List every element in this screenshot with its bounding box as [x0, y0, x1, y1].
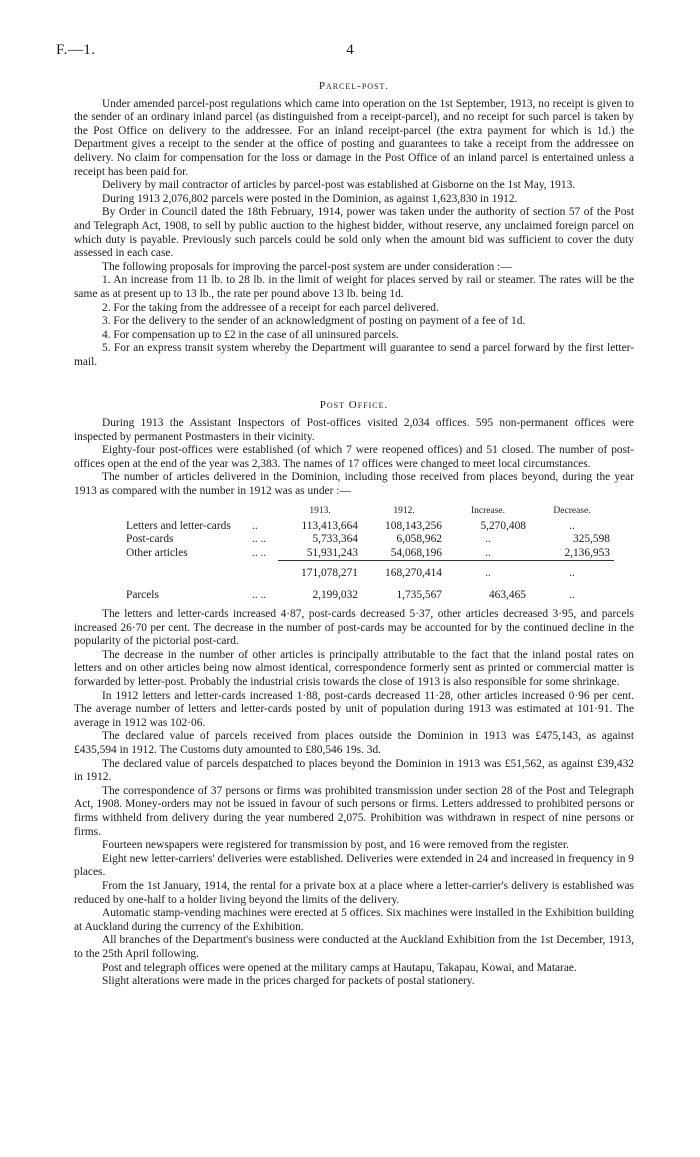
- value-1912: 6,058,962: [396, 533, 442, 546]
- paragraph: During 1913 2,076,802 parcels were posted in the Dominion, as against 1,623,830 in 1912.: [102, 192, 518, 205]
- value-decrease: ..: [569, 588, 575, 601]
- section-heading: Parcel-post.: [318, 80, 390, 92]
- paragraph: The correspondence of 37 persons or firms was prohibited transmission under section 28 of the Post and Telegraph Act, 1908. Money-orders may not be issued in favour of such persons or firms. Letters addressed to prohibited persons or firms withheld from delivery during the year numbered 2,075. Prohibition was withdrawn in respect of nine persons or firms.: [74, 784, 634, 838]
- leader-dots: .. ..: [252, 547, 267, 560]
- paragraph: Eighty-four post-offices were established (of which 7 were reopened offices) and 51 closed. The number of post-offices open at the end of the year was 2,383. The names of 17 offices were changed to meet local circumstances.: [74, 444, 634, 470]
- table-row: [122, 520, 614, 533]
- value-decrease: ..: [569, 520, 575, 533]
- paragraph: Fourteen newspapers were registered for transmission by post, and 16 were removed from the register.: [102, 839, 569, 852]
- proposal-item: 1. An increase from 11 lb. to 28 lb. in the limit of weight for places served by rail or steamer. The rates will be the same as at present up to 13 lb., the rate per pound above 13 lb. being 1d.: [74, 274, 634, 300]
- column-header-decrease: Decrease.: [553, 505, 591, 516]
- column-header-1912: 1912.: [393, 505, 415, 516]
- proposal-item: 5. For an express transit system whereby the Department will guarantee to send a parcel forward by the first letter-mail.: [74, 342, 634, 368]
- value-increase: 5,270,408: [480, 520, 526, 533]
- total-1912: 168,270,414: [362, 561, 446, 581]
- paragraph: Eight new letter-carriers' deliveries were established. Deliveries were extended in 24 and increased in frequency in 9 places.: [74, 852, 634, 879]
- table-row: [122, 547, 614, 561]
- proposal-item: 4. For compensation up to £2 in the case of all uninsured parcels.: [102, 328, 399, 341]
- value-1912: 54,068,196: [390, 546, 442, 559]
- leader-dots: .. ..: [252, 533, 267, 546]
- row-label: Letters and letter-cards: [126, 520, 231, 533]
- page-number: 4: [346, 42, 354, 58]
- value-increase: ..: [485, 533, 491, 546]
- table-row: [122, 533, 614, 546]
- paragraph: Automatic stamp-vending machines were erected at 5 offices. Six machines were installed in the Exhibition building at Auckland during the currency of the Exhibition.: [74, 907, 634, 933]
- value-1912: 1,735,567: [396, 588, 442, 601]
- document-id: F.—1.: [56, 42, 96, 58]
- paragraph: All branches of the Department's business were conducted at the Auckland Exhibition from the 1st December, 1913, to the 25th April following.: [74, 934, 634, 960]
- value-increase: ..: [485, 546, 491, 559]
- paragraph: From the 1st January, 1914, the rental for a private box at a place where a letter-carrier's delivery is established was reduced by one-half to a holder living beyond the limits of the delivery.: [74, 879, 634, 906]
- paragraph: Delivery by mail contractor of articles by parcel-post was established at Gisborne on the 1st May, 1913.: [102, 179, 576, 192]
- paragraph: Under amended parcel-post regulations which came into operation on the 1st September, 1913, no receipt is given to the sender of an ordinary inland parcel (as distinguished from a receipt-parcel), and no receipt for such parcel is taken by the Post Office on delivery to the addressee. For an inland receipt-parcel (the extra payment for which is 1d.) the Department gives a receipt to the sender at the office of posting and guarantees to take a receipt from the addressee on delivery. No claim for compensation for the loss or damage in the Post Office of an inland parcel is entertained unless a receipt has been paid for.: [74, 97, 634, 178]
- articles-delivered-table: [122, 505, 614, 602]
- leader-dots: .. ..: [252, 588, 267, 601]
- row-label: Other articles: [126, 547, 188, 560]
- paragraph: During 1913 the Assistant Inspectors of Post-offices visited 2,034 offices. 595 non-permanent offices were inspected by permanent Postmasters in their vicinity.: [74, 417, 634, 443]
- parcel-post-section: [74, 80, 634, 369]
- paragraph: Post and telegraph offices were opened at the military camps at Hautapu, Takapau, Kowai, and Matarae.: [102, 961, 577, 974]
- column-header-1913: 1913.: [309, 505, 331, 516]
- total-increase: ..: [446, 561, 530, 581]
- leader-dots: ..: [252, 520, 258, 533]
- value-1913: 5,733,364: [312, 533, 358, 546]
- page-body: [74, 80, 634, 989]
- paragraph: The number of articles delivered in the Dominion, including those received from places beyond, during the year 1913 as compared with the number in 1912 was as under :—: [74, 471, 634, 498]
- value-1913: 51,931,243: [306, 546, 358, 559]
- row-label: Parcels: [126, 588, 159, 601]
- proposal-item: 3. For the delivery to the sender of an acknowledgment of posting on payment of a fee of 1d.: [102, 315, 526, 328]
- table-header-row: [122, 505, 614, 520]
- table-row-parcels: [122, 581, 614, 602]
- value-1913: 113,413,664: [301, 520, 358, 533]
- section-spacer: [74, 369, 634, 399]
- paragraph: By Order in Council dated the 18th February, 1914, power was taken under the authority of section 57 of the Post and Telegraph Act, 1908, to sell by public auction to the highest bidder, without reserve, any unclaimed foreign parcel on which duty is payable. Previously such parcels could be sold only when the amount bid was sufficient to cover the duty assessed in each case.: [74, 206, 634, 260]
- paragraph: The letters and letter-cards increased 4·87, post-cards decreased 5·37, other articles decreased 3·95, and parcels increased 26·70 per cent. The decrease in the number of post-cards may be accounted for by the continued decline in the popularity of the pictorial post-card.: [74, 608, 634, 648]
- row-label: Post-cards: [126, 533, 174, 546]
- column-header-increase: Increase.: [470, 505, 505, 516]
- value-increase: 463,465: [488, 588, 526, 601]
- paragraph: In 1912 letters and letter-cards increased 1·88, post-cards decreased 11·28, other articles increased 0·96 per cent. The average number of letters and letter-cards posted by unit of population during 1913 was estimated at 101·91. The average in 1912 was 102·06.: [74, 689, 634, 729]
- paragraph: The following proposals for improving the parcel-post system are under consideration :—: [102, 260, 512, 273]
- value-1912: 108,143,256: [385, 520, 442, 533]
- post-office-section: [74, 399, 634, 988]
- value-1913: 2,199,032: [312, 588, 358, 601]
- value-decrease: 325,598: [572, 533, 610, 546]
- section-heading: Post Office.: [319, 399, 389, 412]
- value-decrease: 2,136,953: [564, 546, 610, 559]
- total-decrease: ..: [530, 561, 614, 581]
- paragraph: The declared value of parcels received from places outside the Dominion in 1913 was £475,143, as against £435,594 in 1912. The Customs duty amounted to £80,546 19s. 3d.: [74, 730, 634, 756]
- page-header: [0, 44, 700, 64]
- paragraph: Slight alterations were made in the prices charged for packets of postal stationery.: [102, 975, 475, 988]
- paragraph: The decrease in the number of other articles is principally attributable to the fact that the inland postal rates on letters and on other articles being now almost identical, correspondence formerly sent as printed or commercial matter is forwarded by letter-post. Probably the industrial crisis towards the close of 1913 is also responsible for some shrinkage.: [74, 648, 634, 689]
- total-1913: 171,078,271: [278, 561, 362, 581]
- proposal-item: 2. For the taking from the addressee of a receipt for each parcel delivered.: [102, 301, 439, 314]
- paragraph: The declared value of parcels despatched to places beyond the Dominion in 1913 was £51,562, as against £39,432 in 1912.: [74, 757, 634, 784]
- table-total-row: [122, 561, 614, 581]
